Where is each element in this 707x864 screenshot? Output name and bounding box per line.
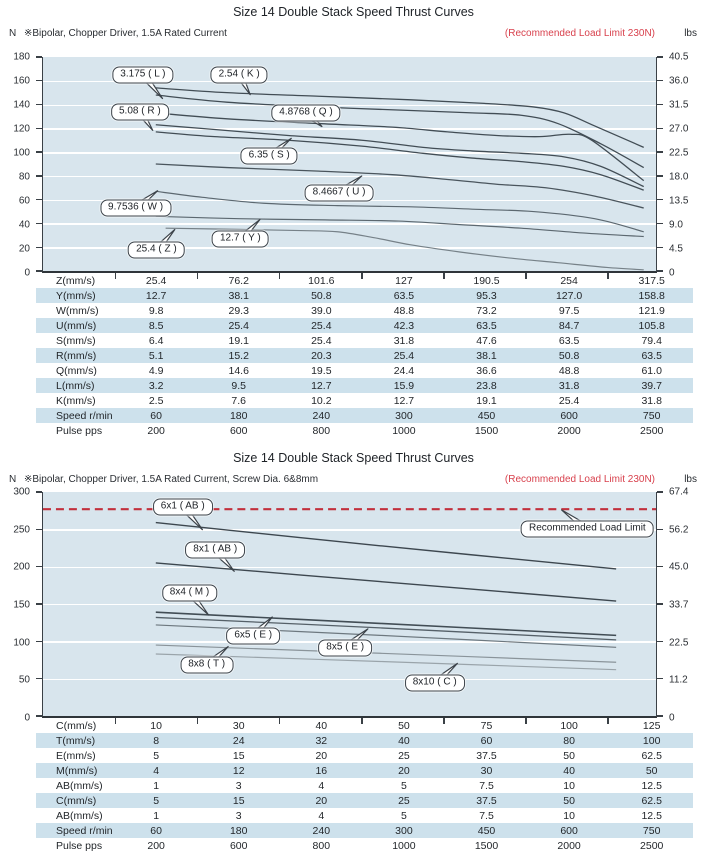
table-cell: 14.6 [228,364,249,377]
table-cell: 190.5 [473,274,500,287]
y-axis-left [0,51,38,279]
table-cell: 36.6 [476,364,497,377]
table-cell: 62.5 [641,749,662,762]
row-label: C(mm/s) [56,794,97,807]
table-cell: 25.4 [311,319,332,332]
curve-callout: 8x4 ( M ) [162,585,217,602]
table-cell: 79.4 [641,334,662,347]
curve-callout: Recommended Load Limit [521,520,654,537]
curve-callout: 3.175 ( L ) [112,66,173,83]
table-cell: 40 [398,734,410,747]
row-label: T(mm/s) [56,734,96,747]
load-limit-note: (Recommended Load Limit 230N) [504,28,655,39]
table-cell: 12.7 [393,394,415,407]
y-tick-label-right: 18.0 [669,171,689,183]
y-tick-label-left: 160 [13,75,30,87]
table-cell: 60 [150,824,162,837]
y-axis-tick [36,104,42,105]
table-cell: 600 [560,824,578,837]
table-cell: 25.4 [145,274,167,287]
table-cell: 75 [480,719,493,732]
table-row [36,273,693,288]
y-tick-label-left: 140 [13,99,30,111]
table-cell: 76.2 [228,274,249,287]
table-cell: 800 [312,839,331,852]
drive-condition-note: ※Bipolar, Chopper Driver, 1.5A Rated Current, Screw Dia. 6&8mm [24,474,319,485]
table-cell: 19.1 [228,334,249,347]
table-row [36,733,693,748]
table-cell: 200 [147,839,165,852]
unit-right-label: lbs [684,28,697,39]
curve-callout: 6x1 ( AB ) [153,498,213,515]
table-row [36,378,693,393]
table-cell: 200 [147,424,165,437]
table-cell: 24.4 [393,364,415,377]
y-tick-label-right: 40.5 [669,51,689,63]
table-cell: 8 [153,734,160,747]
note-row [0,26,707,42]
curve-callout: 8x1 ( AB ) [185,542,245,559]
curve-k [156,88,644,147]
table-row [36,303,693,318]
curves-layer [43,57,656,271]
table-cell: 63.5 [558,334,580,347]
table-cell: 1 [153,779,160,792]
row-label: Y(mm/s) [56,289,96,302]
table-cell: 4.9 [148,364,164,377]
table-cell: 100 [560,719,578,732]
table-cell: 61.0 [641,364,662,377]
table-cell: 105.8 [638,319,665,332]
table-cell: 450 [477,409,496,422]
row-label: R(mm/s) [56,349,97,362]
row-label: AB(mm/s) [56,779,103,792]
row-label: K(mm/s) [56,394,96,407]
table-cell: 9.5 [231,379,247,392]
y-tick-label-left: 300 [13,486,30,498]
table-cell: 42.3 [393,319,415,332]
row-label: Pulse pps [56,424,103,437]
table-cell: 24 [232,734,245,747]
table-cell: 7.5 [479,809,494,822]
row-label: Speed r/min [56,824,113,837]
table-cell: 62.5 [641,794,662,807]
unit-right-label: lbs [684,474,697,485]
y-tick-label-left: 200 [13,561,30,573]
unit-left-label: N [9,28,17,39]
table-cell: 50 [398,719,410,732]
row-label: Speed r/min [56,409,113,422]
y-axis-tick [36,270,42,271]
table-cell: 254 [560,274,578,287]
table-cell: 31.8 [393,334,415,347]
table-cell: 47.6 [476,334,497,347]
table-cell: 600 [229,839,248,852]
table-cell: 125 [642,719,661,732]
table-cell: 800 [312,424,331,437]
table-cell: 4 [318,779,325,792]
table-row [36,423,693,438]
y-tick-label-left: 180 [13,51,30,63]
table-row [36,748,693,763]
table-cell: 39.7 [641,379,662,392]
y-axis-tick [36,175,42,176]
table-cell: 48.8 [558,364,580,377]
table-cell: 38.1 [476,349,497,362]
table-cell: 2500 [640,424,664,437]
curve-callout: 2.54 ( K ) [211,66,268,83]
unit-left-label: N [9,474,17,485]
table-cell: 317.5 [638,274,665,287]
table-cell: 1000 [392,839,416,852]
curve-callout: 4.8768 ( Q ) [271,105,340,122]
curve-callout: 8.4667 ( U ) [305,184,374,201]
curve-8x4-m- [156,612,616,635]
table-cell: 2.5 [148,394,164,407]
y-tick-label-left: 20 [18,243,30,255]
table-cell: 48.8 [393,304,415,317]
curve-w [156,191,644,231]
table-cell: 100 [642,734,661,747]
table-cell: 30 [480,764,493,777]
table-cell: 84.7 [558,319,580,332]
table-cell: 10 [563,779,575,792]
y-tick-label-left: 250 [13,524,30,536]
table-cell: 240 [312,824,331,837]
table-row [36,778,693,793]
table-cell: 50 [563,794,575,807]
table-cell: 19.5 [311,364,332,377]
table-cell: 300 [395,409,413,422]
table-row [36,348,693,363]
row-label: E(mm/s) [56,749,96,762]
y-tick-label-left: 120 [13,123,30,135]
table-cell: 16 [315,764,328,777]
table-cell: 5 [400,809,407,822]
table-cell: 3 [235,779,242,792]
table-cell: 40 [563,764,575,777]
y-tick-label-right: 33.7 [669,599,689,611]
table-cell: 50 [563,749,575,762]
table-cell: 121.9 [638,304,665,317]
plot-area [42,57,657,273]
y-axis-tick [36,641,42,642]
table-row [36,808,693,823]
curve-callout: 25.4 ( Z ) [128,242,185,259]
table-cell: 3 [235,809,242,822]
speed-thrust-table [36,273,693,438]
row-label: Q(mm/s) [56,364,97,377]
curve-callout: 6x5 ( E ) [226,627,280,644]
table-cell: 2000 [557,424,581,437]
y-tick-label-right: 0 [669,267,675,279]
table-row [36,318,693,333]
note-row [0,472,707,488]
y-axis-left [0,486,38,724]
y-tick-label-right: 31.5 [669,99,689,111]
y-axis-tick [36,56,42,57]
y-axis-tick [36,491,42,492]
table-cell: 12.5 [641,809,662,822]
row-label: L(mm/s) [56,379,95,392]
drive-condition-note: ※Bipolar, Chopper Driver, 1.5A Rated Current [24,28,227,39]
table-cell: 180 [229,824,248,837]
y-axis-tick [36,566,42,567]
curve-callout: 6.35 ( S ) [241,148,298,165]
chart-title: Size 14 Double Stack Speed Thrust Curves [233,5,474,19]
table-row [36,763,693,778]
table-cell: 127 [395,274,413,287]
y-tick-label-right: 9.0 [669,219,683,231]
table-cell: 5.1 [148,349,164,362]
table-cell: 127.0 [555,289,583,302]
table-cell: 80 [563,734,575,747]
speed-thrust-table [36,718,693,853]
curve-callout: 8x8 ( T ) [180,657,233,674]
curve-8x1-ab- [156,563,616,601]
row-label: Pulse pps [56,839,103,852]
table-cell: 8.5 [148,319,164,332]
table-cell: 300 [395,824,413,837]
row-label: U(mm/s) [56,319,97,332]
y-tick-label-right: 13.5 [669,195,689,207]
table-cell: 2500 [640,839,664,852]
table-cell: 73.2 [476,304,497,317]
table-cell: 23.8 [476,379,497,392]
table-cell: 97.5 [558,304,580,317]
y-tick-label-right: 56.2 [669,524,689,536]
curve-callout: 5.08 ( R ) [111,103,169,120]
table-cell: 60 [480,734,493,747]
y-tick-label-left: 60 [18,195,30,207]
y-axis-right [660,51,706,279]
table-cell: 10.2 [311,394,332,407]
table-row [36,793,693,808]
load-limit-note: (Recommended Load Limit 230N) [504,474,655,485]
table-cell: 7.5 [479,779,494,792]
table-cell: 158.8 [638,289,665,302]
table-row [36,838,693,853]
table-cell: 12 [232,764,245,777]
table-cell: 30 [232,719,245,732]
table-cell: 25.4 [393,349,415,362]
y-axis-tick [36,151,42,152]
table-cell: 7.6 [231,394,247,407]
curve-callout: 9.7536 ( W ) [100,199,171,216]
table-cell: 10 [563,809,575,822]
table-row [36,333,693,348]
y-axis-tick [36,247,42,248]
row-label: C(mm/s) [56,719,97,732]
table-cell: 20.3 [311,349,332,362]
table-cell: 15.2 [228,349,249,362]
curve-callout: 8x5 ( E ) [318,639,372,656]
table-cell: 25 [398,749,410,762]
y-tick-label-right: 22.5 [669,147,689,159]
table-cell: 50 [645,764,658,777]
y-tick-label-right: 67.4 [669,486,689,498]
table-cell: 25.4 [311,334,332,347]
y-tick-label-left: 150 [13,599,30,611]
table-cell: 39.0 [311,304,332,317]
y-tick-label-left: 0 [24,267,30,279]
table-cell: 4 [318,809,325,822]
y-axis-tick [36,678,42,679]
table-cell: 25 [398,794,410,807]
table-cell: 5 [400,779,407,792]
table-cell: 180 [229,409,248,422]
table-cell: 12.5 [641,779,662,792]
table-cell: 15 [232,749,245,762]
table-row [36,718,693,733]
row-label: M(mm/s) [56,764,98,777]
table-cell: 20 [315,749,328,762]
table-cell: 1500 [474,424,499,437]
y-axis-tick [36,603,42,604]
row-label: Z(mm/s) [56,274,96,287]
chart-title: Size 14 Double Stack Speed Thrust Curves [233,451,474,465]
table-cell: 19.1 [476,394,497,407]
row-label: S(mm/s) [56,334,96,347]
y-axis-tick [36,715,42,716]
table-cell: 750 [642,824,661,837]
table-cell: 31.8 [558,379,580,392]
curve-callout: 12.7 ( Y ) [212,231,269,248]
table-cell: 20 [398,764,410,777]
table-cell: 1000 [392,424,416,437]
table-cell: 600 [229,424,248,437]
y-tick-label-left: 0 [24,712,30,724]
table-cell: 12.7 [145,289,167,302]
row-label: W(mm/s) [56,304,99,317]
y-tick-label-left: 50 [18,674,30,686]
table-cell: 15.9 [393,379,415,392]
row-label: AB(mm/s) [56,809,103,822]
table-cell: 1500 [474,839,499,852]
table-cell: 60 [150,409,162,422]
y-axis-tick [36,199,42,200]
y-axis-right [660,486,706,724]
table-cell: 37.5 [476,749,497,762]
table-cell: 37.5 [476,794,497,807]
y-axis-tick [36,80,42,81]
table-cell: 5 [153,794,160,807]
table-cell: 600 [560,409,578,422]
table-cell: 10 [150,719,162,732]
y-tick-label-right: 22.5 [669,637,689,649]
table-cell: 750 [642,409,661,422]
y-tick-label-right: 27.0 [669,123,689,135]
table-cell: 25.4 [558,394,580,407]
table-cell: 15 [232,794,245,807]
curve-s [156,132,644,190]
table-cell: 38.1 [228,289,249,302]
table-cell: 101.6 [308,274,335,287]
table-cell: 50.8 [558,349,580,362]
table-cell: 4 [153,764,160,777]
chart-section-bottom [0,446,707,864]
table-row [36,408,693,423]
table-cell: 2000 [557,839,581,852]
y-tick-label-left: 80 [18,171,30,183]
y-axis-tick [36,128,42,129]
curve-u [156,164,644,208]
y-tick-label-right: 36.0 [669,75,689,87]
y-tick-label-right: 4.5 [669,243,683,255]
table-row [36,363,693,378]
table-cell: 63.5 [476,319,497,332]
table-cell: 63.5 [393,289,415,302]
y-tick-label-right: 45.0 [669,561,689,573]
table-cell: 40 [315,719,328,732]
table-cell: 25.4 [228,319,249,332]
y-axis-tick [36,223,42,224]
table-cell: 50.8 [311,289,332,302]
table-cell: 12.7 [311,379,332,392]
table-row [36,288,693,303]
table-cell: 450 [477,824,496,837]
table-cell: 1 [153,809,160,822]
plot-area [42,492,657,718]
curve-q [156,113,644,181]
table-cell: 240 [312,409,331,422]
y-tick-label-left: 40 [18,219,30,231]
table-cell: 20 [315,794,328,807]
curve-callout: 8x10 ( C ) [405,675,465,692]
y-tick-label-right: 11.2 [669,674,688,686]
table-cell: 95.3 [476,289,497,302]
y-tick-label-left: 100 [13,637,30,649]
y-tick-label-right: 0 [669,712,675,724]
table-cell: 5 [153,749,160,762]
table-cell: 63.5 [641,349,662,362]
table-row [36,823,693,838]
table-cell: 32 [315,734,328,747]
y-axis-tick [36,529,42,530]
table-cell: 6.4 [148,334,164,347]
y-tick-label-left: 100 [13,147,30,159]
table-cell: 31.8 [641,394,662,407]
table-row [36,393,693,408]
table-cell: 29.3 [228,304,249,317]
table-cell: 3.2 [148,379,164,392]
table-cell: 9.8 [148,304,164,317]
